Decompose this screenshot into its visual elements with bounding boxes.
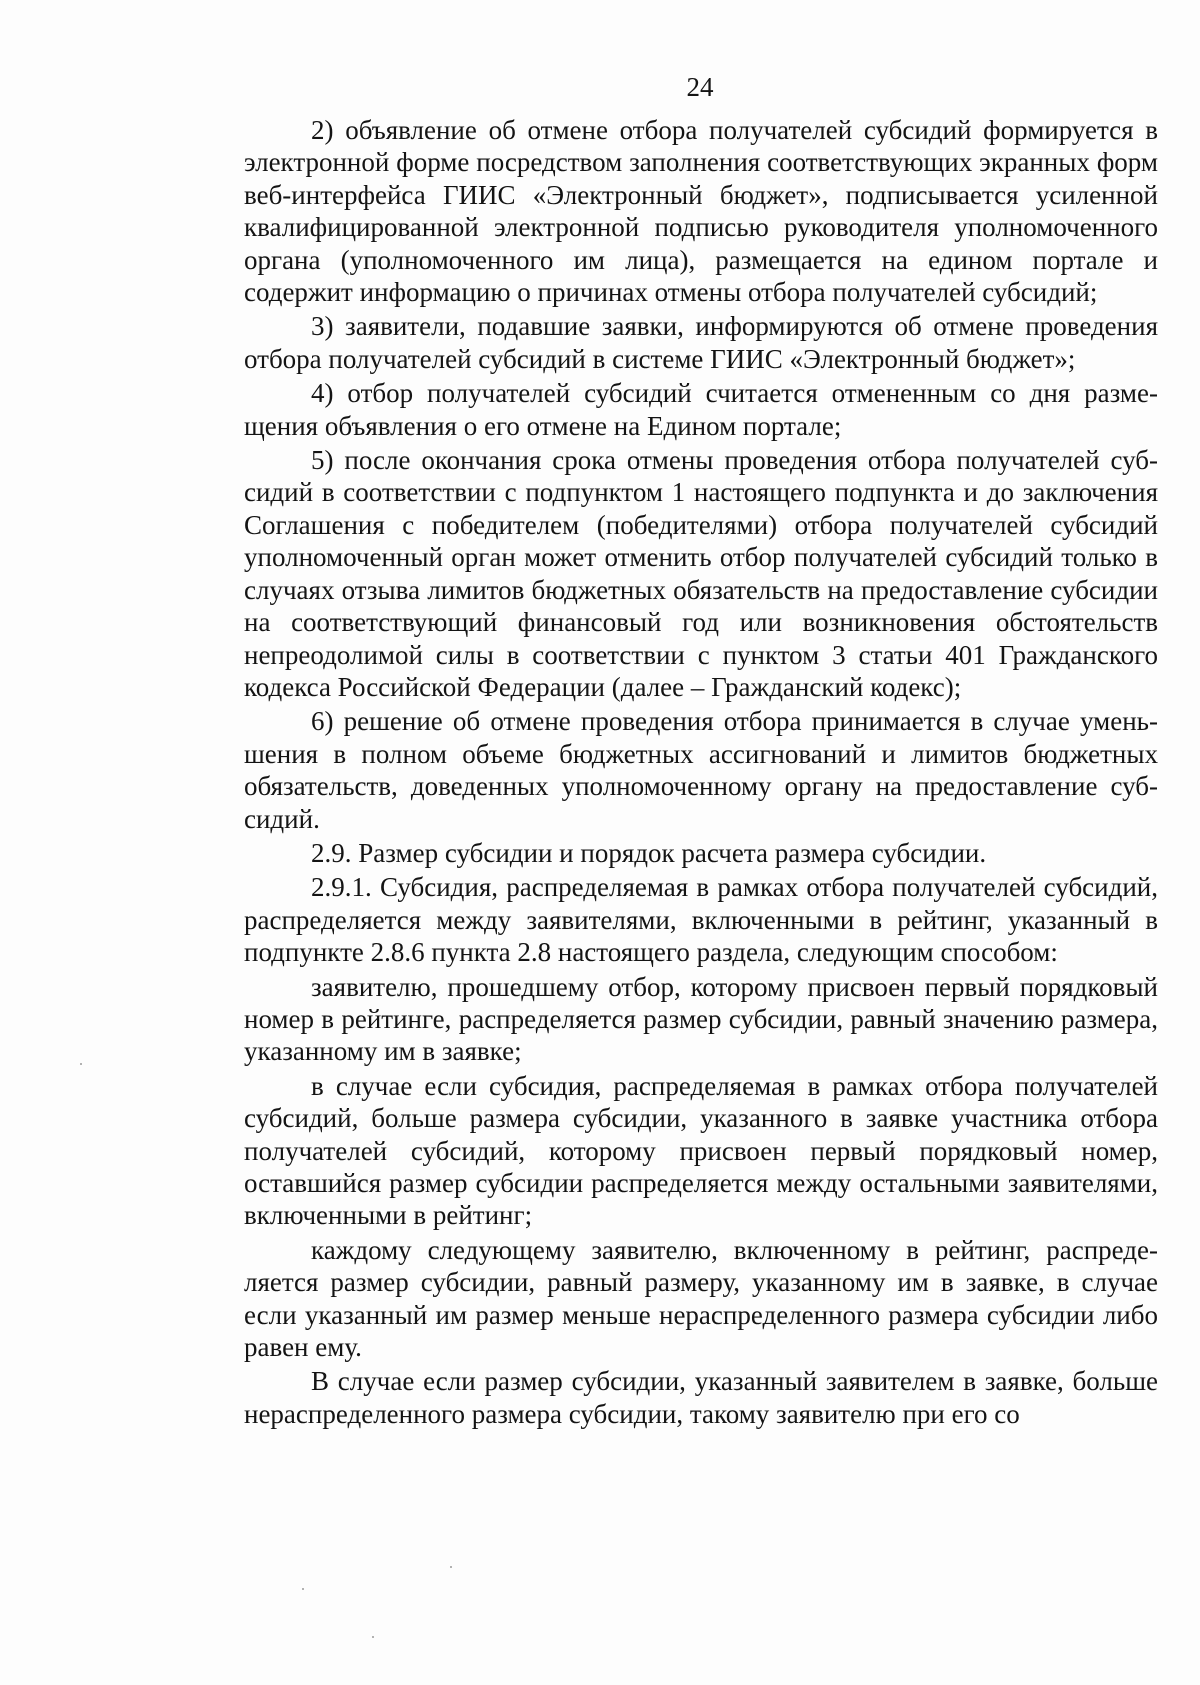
paragraph-remaining-subsidy: в случае если субсидия, распределяемая в рамках отбора получателей субсидий, больше размера субсидии, указанного в заявке участника отбора получателей субсидий, которому присвоен первый порядковый номер, оставшийся размер субсидии распределяется между остальными заявителями, включенными в рейтинг; [244, 1070, 1158, 1231]
paragraph-item-5: 5) после окончания срока отмены проведения отбора получателей субсидий в соответствии с подпунктом 1 настоящего подпункта и до заключения Соглашения с победителем (победителями) отбора получателей субсидий уполномоченный орган может отменить отбор получателей субсидий только в случаях отзыва лимитов бюджетных обязательств на предоставление субсидии на соответствующий финансовый год или возникновения обстоятельств непреодолимой силы в соответствии с пунктом 3 статьи 401 Гражданского кодекса Российской Федерации (далее – Гражданский кодекс); [244, 445, 1158, 702]
page-number: 24 [686, 72, 714, 102]
paragraph-next-applicant: каждому следующему заявителю, включенному в рейтинг, распределяется размер субсидии, равный размеру, указанному им в заявке, в случае если указанный им размер меньше нераспределенного размера субсидии либо равен ему. [244, 1234, 1158, 1363]
paragraph-item-4: 4) отбор получателей субсидий считается отмененным со дня размещения объявления о его отмене на Едином портале; [244, 378, 1158, 441]
scan-artifact [450, 1566, 452, 1568]
scan-artifact [372, 1636, 374, 1638]
paragraph-item-3: 3) заявители, подавшие заявки, информируются об отмене проведения отбора получателей субсидий в системе ГИИС «Электронный бюджет»; [244, 311, 1158, 374]
scan-artifact [80, 1063, 82, 1065]
paragraph-first-applicant: заявителю, прошедшему отбор, которому присвоен первый порядковый номер в рейтинге, распределяется размер субсидии, равный значению размера, указанному им в заявке; [244, 971, 1158, 1067]
section-heading-2-9: 2.9. Размер субсидии и порядок расчета размера субсидии. [311, 837, 987, 868]
document-body [244, 114, 1158, 1430]
paragraph-item-6: 6) решение об отмене проведения отбора принимается в случае уменьшения в полном объеме бюджетных ассигнований и лимитов бюджетных обязательств, доведенных уполномоченному органу на предоставление субсидий. [244, 706, 1158, 834]
paragraph-item-2: 2) объявление об отмене отбора получателей субсидий формируется в электронной форме посредством заполнения соответствующих экранных форм веб-интерфейса ГИИС «Электронный бюджет», подписывается усиленной квалифицированной электронной подписью руководителя уполномоченного органа (уполномоченного им лица), размещается на едином портале и содержит информацию о причинах отмены отбора получателей субсидий; [244, 115, 1158, 308]
paragraph-exceeding-request: В случае если размер субсидии, указанный заявителем в заявке, больше нераспределенного размера субсидии, такому заявителю при его со [244, 1366, 1158, 1429]
scan-artifact [302, 1588, 304, 1590]
paragraph-2-9-1: 2.9.1. Субсидия, распределяемая в рамках отбора получателей субсидий, распределяется между заявителями, включенными в рейтинг, указанный в подпункте 2.8.6 пункта 2.8 настоящего раздела, следующим способом: [244, 872, 1158, 968]
